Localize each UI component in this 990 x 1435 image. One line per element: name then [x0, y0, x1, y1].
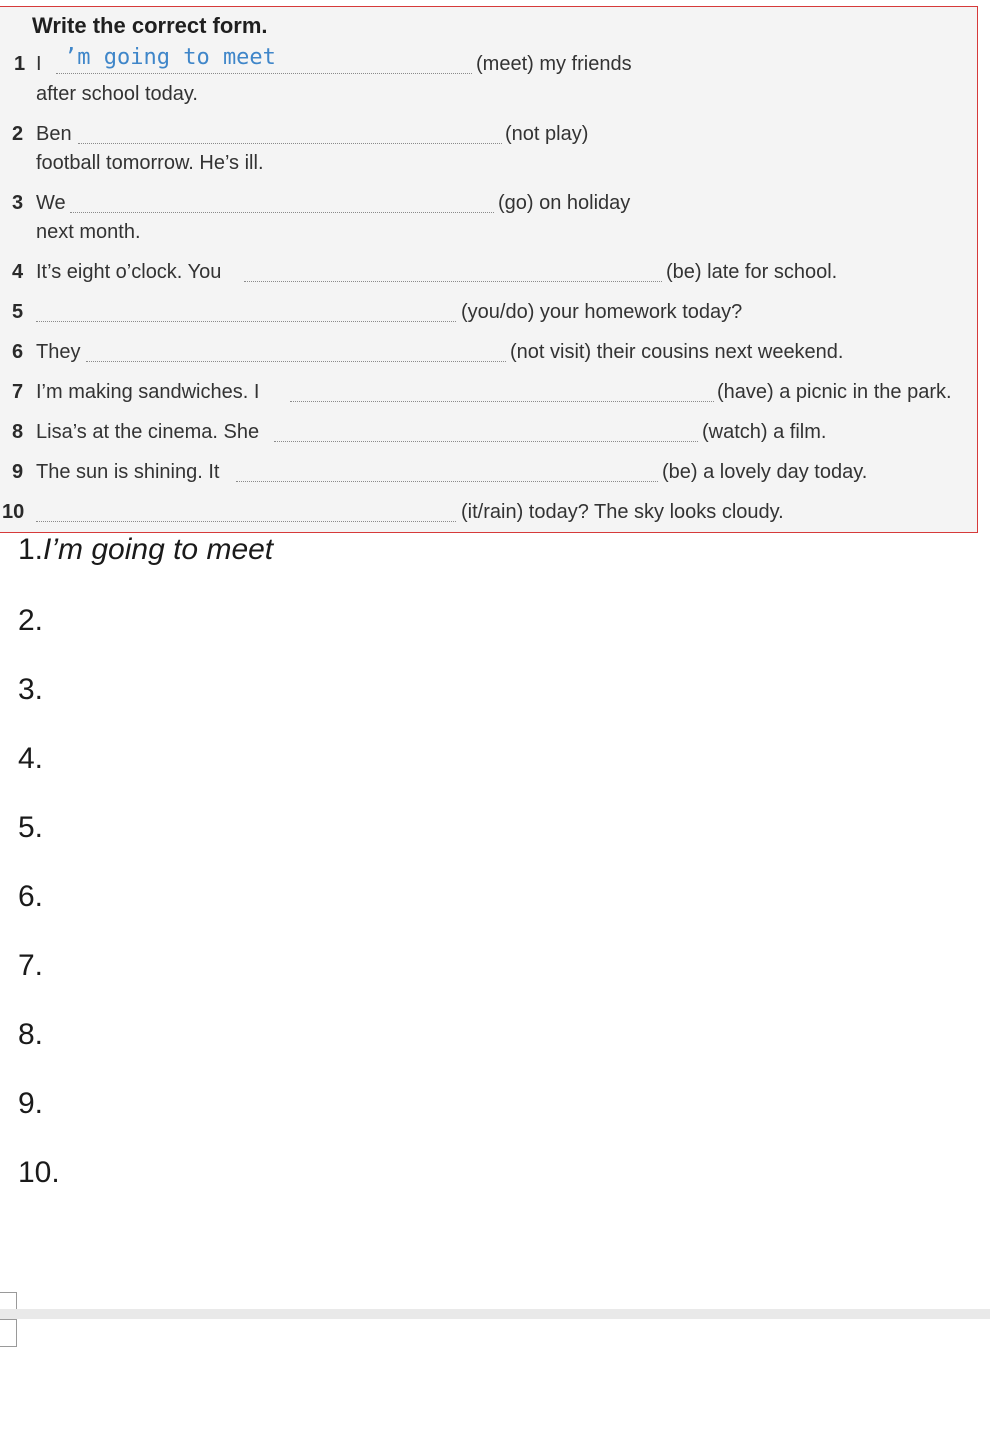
answer-blank	[236, 481, 658, 482]
answer-label: 5.	[18, 811, 44, 844]
answer-line	[18, 1156, 60, 1190]
answer-blank	[244, 281, 662, 282]
divider-bar	[0, 1309, 990, 1319]
item-text-before: We	[36, 192, 66, 214]
answer-label: 3.	[18, 673, 44, 706]
item-text-before: Lisa’s at the cinema. She	[36, 421, 260, 443]
answer-blank	[86, 361, 506, 362]
item-number: 10	[2, 501, 25, 523]
item-text-after: (have) a picnic in the park.	[717, 381, 952, 403]
exercise-title: Write the correct form.	[32, 13, 268, 38]
exercise-card	[0, 6, 978, 533]
answer-value: I’m going to meet	[43, 533, 274, 566]
item-text-before: The sun is shining. It	[36, 461, 220, 483]
item-text-before: I’m making sandwiches. I	[36, 381, 260, 403]
answer-line	[18, 1018, 43, 1052]
answer-line	[18, 949, 43, 983]
answer-line	[18, 742, 43, 776]
answer-label: 10.	[18, 1156, 60, 1189]
answer-label: 4.	[18, 742, 44, 775]
answer-label: 1.	[18, 533, 44, 566]
item-text-before: They	[36, 341, 81, 363]
answer-line	[18, 880, 43, 914]
item-number: 8	[12, 421, 24, 443]
handwritten-answer: ’m going to meet	[64, 45, 276, 70]
answer-label: 7.	[18, 949, 44, 982]
answer-line	[18, 533, 273, 567]
item-text-after: (watch) a film.	[702, 421, 827, 443]
item-number: 1	[14, 53, 26, 75]
item-number: 2	[12, 123, 24, 145]
answer-blank	[36, 521, 456, 522]
item-text-line2: football tomorrow. He’s ill.	[36, 152, 264, 174]
item-number: 4	[12, 261, 24, 283]
item-text-after: (meet) my friends	[476, 53, 632, 75]
item-text-line2: after school today.	[36, 83, 198, 105]
item-text-after: (you/do) your homework today?	[461, 301, 743, 323]
answer-blank	[274, 441, 698, 442]
checkbox-fragment[interactable]	[0, 1292, 17, 1310]
item-text-after: (be) late for school.	[666, 261, 838, 283]
answer-line	[18, 673, 43, 707]
item-text-before: Ben	[36, 123, 72, 145]
item-text-after: (it/rain) today? The sky looks cloudy.	[461, 501, 784, 523]
answer-label: 6.	[18, 880, 44, 913]
answer-label: 8.	[18, 1018, 44, 1051]
item-text-after: (go) on holiday	[498, 192, 631, 214]
answer-blank	[36, 321, 456, 322]
answer-label: 9.	[18, 1087, 44, 1120]
item-text-after: (be) a lovely day today.	[662, 461, 868, 483]
item-number: 5	[12, 301, 24, 323]
checkbox-fragment[interactable]	[0, 1319, 17, 1347]
item-text-line2: next month.	[36, 221, 141, 243]
item-number: 6	[12, 341, 24, 363]
item-text-before: I	[36, 53, 42, 75]
answer-blank	[70, 212, 494, 213]
item-text-before: It’s eight o’clock. You	[36, 261, 222, 283]
answer-blank	[78, 143, 502, 144]
item-number: 9	[12, 461, 24, 483]
item-text-after: (not play)	[505, 123, 589, 145]
answer-label: 2.	[18, 604, 44, 637]
answer-line	[18, 1087, 43, 1121]
answer-line	[18, 604, 43, 638]
answer-blank	[56, 73, 472, 74]
item-text-after: (not visit) their cousins next weekend.	[510, 341, 844, 363]
item-number: 7	[12, 381, 24, 403]
item-number: 3	[12, 192, 24, 214]
answer-blank	[290, 401, 714, 402]
answer-line	[18, 811, 43, 845]
